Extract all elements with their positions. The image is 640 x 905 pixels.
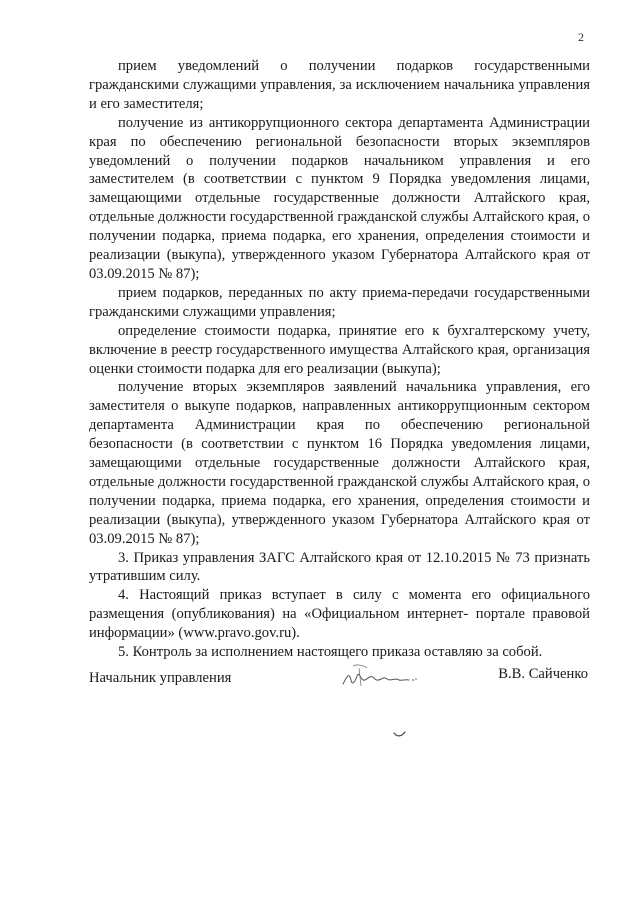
signatory-name: В.В. Сайченко	[498, 666, 588, 682]
handwritten-signature	[339, 662, 419, 692]
paragraph: получение вторых экземпляров заявлений начальника управления, его заместителя о выкупе подарков, направленных антикоррупционным сектором департамента Администрации края по обеспечению региональной безопасности (в соответствии с пунктом 16 Порядка уведомления лицами, замещающими отдельные государственные должности Алтайского края, отдельные должности государственной гражданской службы Алтайского края, о получении подарка, приема подарка, его хранения, определения стоимости и реализации (выкупа), утвержденного указом Губернатора Алтайского края от 03.09.2015 № 87);	[89, 379, 590, 547]
signature-block	[89, 666, 590, 700]
paragraph: прием уведомлений о получении подарков государственными гражданскими служащими управления, за исключением начальника управления и его заместителя;	[89, 58, 590, 112]
paragraph: прием подарков, переданных по акту приема-передачи государственными гражданскими служащими управления;	[89, 284, 590, 320]
paragraph: 3. Приказ управления ЗАГС Алтайского края от 12.10.2015 № 73 признать утратившим силу.	[89, 549, 590, 585]
page-number: 2	[578, 30, 584, 44]
paragraph: 4. Настоящий приказ вступает в силу с момента его официального размещения (опубликования) на «Официальном интернет- портале правовой информации» (www.pravo.gov.ru).	[89, 587, 590, 642]
paragraph: получение из антикоррупционного сектора департамента Администрации края по обеспечению региональной безопасности вторых экземпляров уведомлений о получении подарков начальником управления и его заместителем (в соответствии с пунктом 9 Порядка уведомления лицами, замещающими отдельные государственные должности Алтайского края, отдельные должности государственной гражданской службы Алтайского края, о получении подарка, приема подарка, его хранения, определения стоимости и реализации (выкупа), утвержденного указом Губернатора Алтайского края от 03.09.2015 № 87);	[89, 114, 590, 282]
document-body	[89, 57, 590, 662]
signatory-position: Начальник управления	[89, 670, 232, 686]
paragraph: 5. Контроль за исполнением настоящего приказа оставляю за собой.	[118, 644, 543, 661]
ink-mark	[392, 728, 408, 740]
paragraph: определение стоимости подарка, принятие его к бухгалтерскому учету, включение в реестр государственного имущества Алтайского края, организация оценки стоимости подарка для его реализации (выкупа);	[89, 322, 590, 377]
